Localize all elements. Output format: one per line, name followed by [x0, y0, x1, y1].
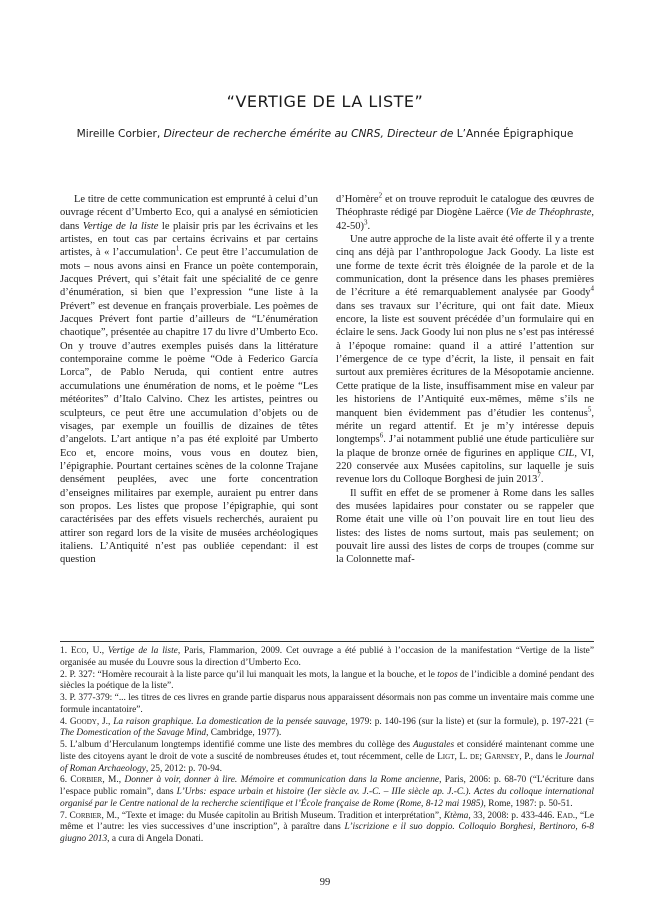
text-run: , Cambridge, 1977).: [206, 728, 282, 739]
author-ref: Ligt, L. de: [437, 751, 480, 762]
footnote-ref[interactable]: 5: [587, 405, 592, 413]
text-run: de l’indicible a dominé pendant des siècles la poétique de la liste”.: [60, 669, 594, 692]
corpus-abbrev: CIL: [558, 447, 575, 459]
text-run: , dans le: [530, 751, 565, 762]
footnote-ref[interactable]: 7: [537, 471, 541, 480]
text-run: , 1979: p. 140-196 (sur la liste) et (sur la formule), p. 197-221 (=: [345, 716, 595, 727]
author-ref: Corbier, M.: [70, 775, 119, 786]
author-ref: Corbier, M.: [69, 810, 117, 821]
text-run: , Paris, Flammarion, 2009. Cet ouvrage a été publié à l’occasion de la manifestation “Vertige de la liste” organisée au musée du Louvre sous la direction d’Umberto Eco.: [60, 646, 594, 668]
text-run: , 33, 2008: p. 433-446.: [468, 810, 557, 821]
text-run: ,: [118, 775, 125, 786]
author-ref: Goody, J.: [69, 716, 109, 727]
text-run: ,: [101, 646, 108, 656]
text-run: 6.: [60, 775, 71, 786]
paragraph: [336, 193, 594, 233]
text-run: Une autre approche de la liste avait été offerte il y a trente cinq ans déjà par l’anthropologue Jack Goody. La liste est une forme de texte écrit très éloignée de la parole et de la communication, dont la présence dans les phases premières de l’écriture a été remarquablement analysée par Goody: [336, 234, 594, 299]
text-run: ,: [108, 716, 114, 727]
text-run: dans ses travaux sur l’écriture, qui ont fait date. Mieux encore, la liste est souvent précédée d’un formulaire qui en éclaire le sens. Jack Goody lui non plus ne s’est pas intéressé à l’époque romaine: quand il a attiré l’attention sur l’émergence de ce type d’écrit, la liste, il pensait en fait surtout aux premières écritures de la Mésopotamie ancienne. Cette pratique de la liste, insuffisamment mise en valeur par les historiens de l’Antiquité eux-mêmes, même s’ils ne manquent bien évidemment pas d’étudier les contenus: [336, 300, 594, 419]
footnote-1: [60, 646, 594, 670]
text-run: , VI, 220 conservée aux Musées capitolins, sur laquelle je suis revenue lors du Colloque Borghesi de juin 2013: [336, 447, 594, 486]
paragraph: Il suffit en effet de se promener à Rome dans les salles des musées lapidaires pour constater ou se rappeler que Rome était une ville où l’on pouvait lire en tout lieu des listes: des listes de noms surtout, mais pas seulement; on pouvait lire aussi des listes de corps de troupes (comme sur la Colonnette maf-: [336, 487, 594, 566]
book-title: Vertige de la liste: [82, 220, 159, 232]
body-column-right: [336, 193, 594, 567]
footnote-ref[interactable]: 1: [175, 244, 180, 253]
text-run: 7.: [60, 810, 70, 821]
footnote-6: [60, 775, 594, 810]
page-number: 99: [319, 877, 331, 888]
author-ref: Garnsey, P.: [484, 751, 531, 762]
journal-title: Journal of Roman Archaeology: [60, 751, 594, 774]
text-run: 4.: [60, 716, 70, 727]
footnote-ref[interactable]: 3: [364, 218, 368, 227]
footnote-ref[interactable]: 6: [379, 431, 384, 440]
author-byline: [0, 128, 650, 140]
journal-title: Ktèma: [443, 810, 469, 821]
text-run: , “Texte et image: du Musée capitolin au British Museum. Tradition et interprétation”,: [117, 810, 444, 821]
text-run: 5. L’album d’Herculanum longtemps identifié comme une liste des membres du collège des: [60, 740, 413, 750]
book-title: L’Urbs: espace urbain et histoire (Ier siècle av. J.-C. – IIIe siècle ap. J.-C.). Actes du colloque international organisé par le Centre national de la recherche scientifique et l’École française de Rome (Rome, 8-12 mai 1985): [60, 787, 594, 809]
footnote-5: [60, 740, 594, 775]
footnote-divider: [60, 641, 594, 642]
footnote-2: [60, 670, 594, 694]
author-role: Directeur de recherche émérite au CNRS, Directeur de: [163, 128, 454, 140]
paragraph: [336, 233, 594, 487]
book-title: La raison graphique. La domestication de la pensée sauvage: [113, 716, 346, 727]
book-title: Vertige de la liste: [107, 646, 178, 656]
term: topos: [437, 669, 458, 680]
body-column-left: [60, 193, 318, 567]
text-run: . J’ai notamment publié une étude particulière sur la plaque de bronze ornée de figurines en applique: [336, 434, 594, 459]
book-title: The Domestication of the Savage Mind: [60, 728, 207, 739]
book-title: Donner à voir, donner à lire. Mémoire et communication dans la Rome ancienne: [124, 775, 440, 786]
footnote-7: [60, 811, 594, 846]
footnote-4: [60, 717, 594, 741]
text-run: , Rome, 1987: p. 50-51.: [483, 798, 573, 809]
text-run: , “Le même et l’autre: les vies successives d’une inscription”, à paraître dans: [60, 810, 595, 833]
author-name: Mireille Corbier,: [76, 128, 161, 140]
text-run: d’Homère: [336, 194, 379, 205]
text-run: et considéré maintenant comme une liste des citoyens ayant le droit de vote a suscité de nombreuses études et, tout récemment, celle de: [60, 740, 595, 762]
text-run: ;: [479, 751, 485, 762]
text-run: , 42-50): [336, 207, 595, 232]
text-run: Le titre de cette communication est emprunté à celui d’un ouvrage récent d’Umberto Eco, qui a analysé en sémioticien dans: [60, 194, 318, 232]
book-title: L’iscrizione e il suo doppio. Colloquio Borghesi, Bertinoro, 6-8 giugno 2013: [60, 822, 594, 844]
term: Augustales: [412, 740, 455, 750]
text-run: et on trouve reproduit le catalogue des œuvres de Théophraste rédigé par Diogène Laërce (: [336, 194, 594, 219]
text-run: 2. P. 327: “Homère recourait à la liste parce qu’il lui manquait les mots, la langue et la bouche, et le: [60, 669, 438, 680]
text-run: .: [367, 220, 371, 232]
text-run: .: [540, 474, 544, 486]
work-title: Vie de Théophraste: [509, 207, 592, 219]
footnote-ref[interactable]: 2: [378, 191, 383, 200]
text-run: , mérite un regard attentif. Et je m’y intéresse depuis longtemps: [336, 407, 594, 446]
author-ref: Ead.: [556, 810, 576, 821]
text-run: 1.: [60, 646, 71, 656]
paragraph: [60, 193, 318, 567]
article-title: “VERTIGE DE LA LISTE”: [226, 92, 424, 111]
footnote-ref[interactable]: 4: [590, 284, 594, 293]
text-run: , a cura di Angela Donati.: [107, 834, 204, 844]
author-ref: Eco, U.: [70, 646, 102, 656]
footnotes: [60, 646, 594, 846]
text-run: , 25, 2012: p. 70-94.: [145, 763, 222, 774]
journal-name: L’Année Épigraphique: [456, 128, 574, 140]
footnote-3: 3. P. 377-379: “... les titres de ces livres en grande partie disparus nous apparaissent désormais non pas comme un inventaire mais comme une formule incantatoire”.: [60, 693, 594, 715]
text-run: , Paris, 2006: p. 68-70 (“L’écriture dans l’espace public romain”, dans: [60, 775, 595, 797]
text-run: le plaisir pris par les écrivains et les artistes, en tout cas par certains écrivains et par certains artistes, à « l’accumulation: [60, 220, 318, 259]
text-run: . Ce peut être l’accumulation de mots – nous avons ainsi en France un poète contemporain, Jacques Prévert, qui s’était fait une spécialité de ce genre d’énumération, si bien que l’expression “une liste à la Prévert” est devenue en français proverbiale. Les poèmes de Jacques Prévert font partie d’ailleurs de “L’énumération chaotique”, présentée au chapitre 17 du livre d’Umberto Eco. On y trouve d’autres exemples puisés dans la littérature contemporaine comme le poème “Ode à Federico García Lorca”, de Pablo Neruda, qui contient entre autres accumulations une énumération de noms, et le poème “Les météorites” d’Italo Calvino. Chez les artistes, peintres ou sculpteurs, ce peut être une accumulation d’objets ou de visages, par exemple un fouillis de dizaines de têtes d’angelots. L’art antique n’a pas été exploité par Umberto Eco et, encore moins, vous vous en doutez bien, l’épigraphie. Pourtant certaines scènes de la colonne Trajane densément peuplées, avec une forte concentration d’enseignes militaires par exemple, auraient pu entrer dans son propos. Les listes que propose l’épigraphie, qui sont caractérisées par des effets visuels recherchés, auraient pu attirer son regard lors de la visite de musées archéologiques italiens. L’Antiquité n’est pas oubliée cependant: il est question: [60, 247, 318, 566]
